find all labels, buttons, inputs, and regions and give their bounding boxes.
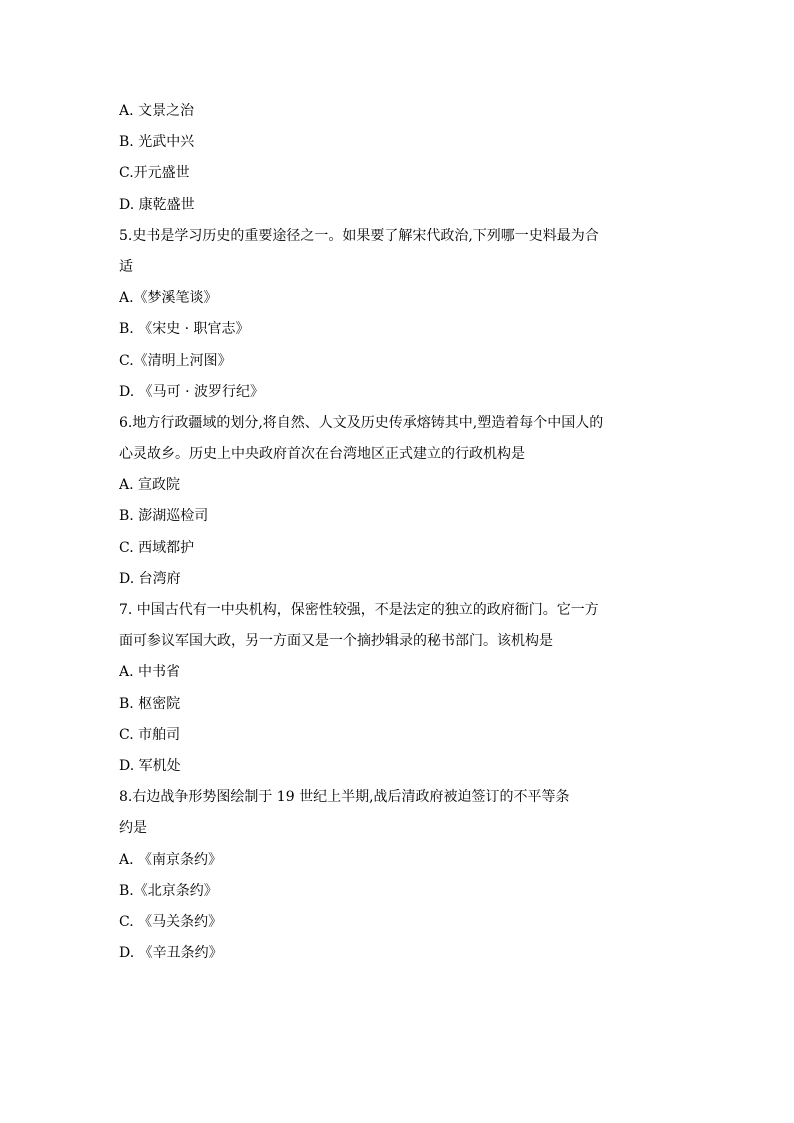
question-8 (119, 782, 679, 969)
question-5-option-d: D. 《马可 · 波罗行纪》 (119, 383, 264, 400)
question-7-stem-line-2: 面可参议军国大政，另一方面又是一个摘抄辑录的秘书部门。该机构是 (119, 633, 553, 650)
question-8-option-d: D. 《辛丑条约》 (119, 945, 223, 962)
question-5-option-a: A.《梦溪笔谈》 (119, 290, 218, 307)
question-4-option-a: A. 文景之治 (119, 103, 195, 119)
question-6-stem-line-2: 心灵故乡。历史上中央政府首次在台湾地区正式建立的行政机构是 (119, 446, 525, 463)
question-7-option-b: B. 枢密院 (119, 695, 181, 712)
question-6-option-c: C. 西域都护 (119, 539, 195, 556)
question-8-stem-line-1: 8.右边战争形势图绘制于 19 世纪上半期,战后清政府被迫签订的不平等条 (119, 789, 570, 806)
document-body (119, 96, 679, 969)
question-6-option-d: D. 台湾府 (119, 570, 181, 587)
question-4-options (119, 96, 679, 221)
question-8-stem-line-2: 约是 (119, 820, 147, 837)
question-4-option-d: D. 康乾盛世 (119, 196, 195, 213)
question-8-option-a: A. 《南京条约》 (119, 851, 223, 868)
question-7-stem-line-1: 7. 中国古代有一中央机构，保密性较强，不是法定的独立的政府衙门。它一方 (119, 602, 599, 618)
question-5-option-b: B. 《宋史 · 职官志》 (119, 321, 250, 338)
question-7-option-c: C. 市舶司 (119, 726, 181, 743)
question-8-option-b: B.《北京条约》 (119, 882, 218, 899)
question-7 (119, 595, 679, 782)
question-7-option-a: A. 中书省 (119, 664, 181, 681)
question-5-stem-line-1: 5.史书是学习历史的重要途径之一。如果要了解宋代政治,下列哪一史料最为合 (119, 227, 599, 244)
question-6-option-b: B. 澎湖巡检司 (119, 508, 209, 525)
question-5-stem-line-2: 适 (119, 258, 133, 275)
question-4-option-c: C.开元盛世 (119, 165, 190, 182)
question-5-option-c: C.《清明上河图》 (119, 352, 232, 369)
question-5 (119, 221, 679, 408)
question-6 (119, 408, 679, 595)
question-7-option-d: D. 军机处 (119, 757, 181, 774)
question-4-option-b: B. 光武中兴 (119, 134, 195, 151)
question-6-option-a: A. 宣政院 (119, 477, 181, 494)
question-6-stem-line-1: 6.地方行政疆域的划分,将自然、人文及历史传承熔铸其中,塑造着每个中国人的 (119, 414, 604, 431)
question-8-option-c: C. 《马关条约》 (119, 913, 223, 930)
